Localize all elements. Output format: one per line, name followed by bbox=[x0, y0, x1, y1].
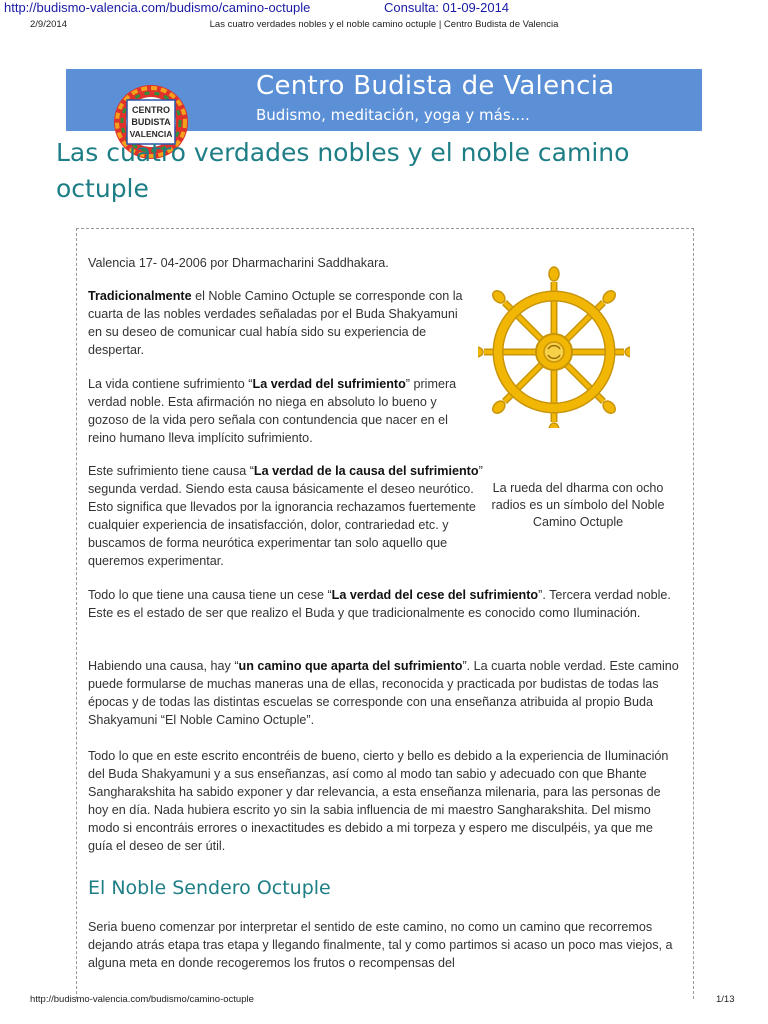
paragraph-5-text: ”. La cuarta noble verdad. Este camino puede formularse de muchas maneras una de ellas, reconocida y practicada por budistas de todas las épocas y de todas las distintas escuelas se corresponde con una enseñanza atribuida al propio Buda Shakyamuni “El Noble Camino Octuple”. bbox=[88, 659, 679, 727]
paragraph-1-bold: Tradicionalmente bbox=[88, 289, 192, 303]
site-subtitle: Budismo, meditación, yoga y más.... bbox=[256, 106, 530, 124]
svg-text:VALENCIA: VALENCIA bbox=[129, 129, 173, 139]
paragraph-6: Todo lo que en este escrito encontréis de bueno, cierto y bello es debido a la experiencia de Iluminación del Buda Shakyamuni y a sus enseñanzas, así como al modo tan sabio y adecuado con que Bhante Sangharakshita ha sabido exponer y dar relevancia, a esta enseñanza milenaria, para las personas de hoy en día. Nada hubiera escrito yo sin la sabia influencia de mi maestro Sangharakshita. Del mismo modo si encontráis errores o inexactitudes es debido a mi torpeza y espero me disculpéis, ya que me guía el deseo de ser útil. bbox=[88, 749, 669, 853]
section-heading: El Noble Sendero Octuple bbox=[88, 877, 331, 899]
paragraph-3-lead: Este sufrimiento tiene causa “ bbox=[88, 464, 254, 478]
paragraph-4 bbox=[88, 586, 680, 622]
dharma-wheel-icon bbox=[478, 252, 630, 428]
svg-text:BUDISTA: BUDISTA bbox=[131, 117, 171, 127]
paragraph-1 bbox=[88, 287, 468, 359]
paragraph-4-text: ”. Tercera verdad noble. Este es el estado de ser que realizo el Buda y que tradicionalmente es conocido como Iluminación. bbox=[88, 588, 671, 620]
paragraph-5 bbox=[88, 657, 680, 729]
paragraph-2 bbox=[88, 375, 473, 447]
page-title: Las cuatro verdades nobles y el noble camino octuple bbox=[56, 138, 630, 203]
paragraph-2-text: ” primera verdad noble. Esta afirmación no niega en absoluto lo bueno y gozoso de la vida pero señala con contundencia que nacer en el reino humano lleva implícito sufrimiento. bbox=[88, 377, 457, 445]
print-date: 2/9/2014 bbox=[30, 19, 67, 30]
site-title[interactable]: Centro Budista de Valencia bbox=[256, 71, 615, 101]
paragraph-1-text: el Noble Camino Octuple se corresponde con la cuarta de las nobles verdades señaladas por el Buda Shakyamuni en su deseo de comunicar cual había sido su experiencia de despertar. bbox=[88, 289, 463, 357]
paragraph-5-lead: Habiendo una causa, hay “ bbox=[88, 659, 239, 673]
consulta-date: Consulta: 01-09-2014 bbox=[384, 0, 510, 15]
paragraph-3-bold: La verdad de la causa del sufrimiento bbox=[253, 464, 479, 478]
svg-text:CENTRO: CENTRO bbox=[132, 105, 170, 115]
paragraph-4-lead: Todo lo que tiene una causa tiene un cese “ bbox=[88, 588, 332, 602]
article-byline: Valencia 17- 04-2006 por Dharmacharini Saddhakara. bbox=[88, 256, 389, 270]
paragraph-5-bold: un camino que aparta del sufrimiento bbox=[238, 659, 463, 673]
image-caption: La rueda del dharma con ocho radios es un símbolo del Noble Camino Octuple bbox=[491, 481, 665, 529]
print-footer-url: http://budismo-valencia.com/budismo/camino-octuple bbox=[30, 994, 254, 1005]
paragraph-3-text: ” segunda verdad. Siendo esta causa básicamente el deseo neurótico. Esto significa que llevados por la ignorancia rechazamos fuertemente cualquier experiencia de insatisfacción, dolor, contrariedad etc. y buscamos de forma neurótica experimentar tan solo aquello que queremos experimentar. bbox=[88, 464, 483, 568]
print-page-title: Las cuatro verdades nobles y el noble camino octuple | Centro Budista de Valencia bbox=[209, 19, 559, 30]
paragraph-2-bold: La verdad del sufrimiento bbox=[252, 377, 406, 391]
page-number: 1/13 bbox=[716, 994, 735, 1005]
paragraph-7: Seria bueno comenzar por interpretar el sentido de este camino, no como un camino que recorremos dejando atrás etapa tras etapa y llegando finalmente, tal y como partimos si acaso un poco mas viejos, a alguna meta en donde recogeremos los frutos o recompensas del bbox=[88, 920, 673, 970]
source-url[interactable]: http://budismo-valencia.com/budismo/camino-octuple bbox=[4, 0, 311, 15]
paragraph-3 bbox=[88, 462, 483, 570]
paragraph-4-bold: La verdad del cese del sufrimiento bbox=[331, 588, 539, 602]
paragraph-2-lead: La vida contiene sufrimiento “ bbox=[88, 377, 253, 391]
